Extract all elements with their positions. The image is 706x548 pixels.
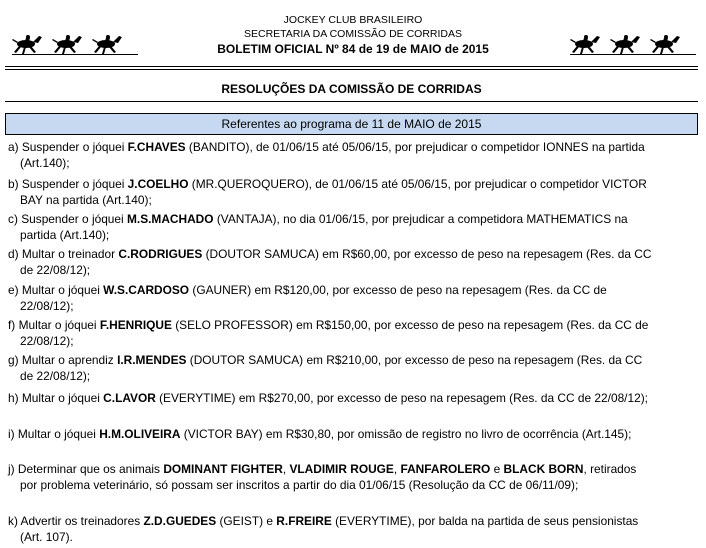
club-name: JOCKEY CLUB BRASILEIRO xyxy=(283,14,423,26)
resolution-item-j xyxy=(8,461,697,493)
secretariat-name: SECRETARIA DA COMISSÃO DE CORRIDAS xyxy=(243,28,462,40)
header-divider-top xyxy=(5,66,698,67)
person-name: F.HENRIQUE xyxy=(99,318,172,332)
item-text: , xyxy=(282,462,290,476)
item-text: c) Suspender o jóquei xyxy=(8,212,127,226)
item-continuation: por problema veterinário, só possam ser inscritos a partir do dia 01/06/15 (Resolução da CC de 06/11/09); xyxy=(20,478,579,492)
person-name: W.S.CARDOSO xyxy=(103,283,190,297)
item-text: (GEIST) e xyxy=(216,514,277,528)
item-continuation: (Art. 107). xyxy=(20,530,73,544)
horse-name: VLADIMIR ROUGE xyxy=(289,462,394,476)
item-text: (VANTAJA), no dia 01/06/15, por prejudicar a competidora MATHEMATICS na xyxy=(213,212,628,226)
person-name: J.COELHO xyxy=(127,177,189,191)
racing-horses-icon xyxy=(570,28,696,56)
person-name: C.LAVOR xyxy=(103,391,156,405)
item-text: d) Multar o treinador xyxy=(8,247,119,261)
bulletin-title: BOLETIM OFICIAL Nº 84 de 19 de MAIO de 2015 xyxy=(217,42,489,56)
item-text: b) Suspender o jóquei xyxy=(8,177,128,191)
item-continuation: partida (Art.140); xyxy=(20,228,110,242)
resolution-item-e xyxy=(8,282,697,314)
horse-name: FANFAROLERO xyxy=(400,462,491,476)
resolution-item-a xyxy=(8,139,697,171)
item-text: (GAUNER) em R$120,00, por excesso de peso na repesagem (Res. da CC de xyxy=(189,283,607,297)
section-title: RESOLUÇÕES DA COMISSÃO DE CORRIDAS xyxy=(221,82,482,96)
item-text: (EVERYTIME) em R$270,00, por excesso de peso na repesagem (Res. da CC de 22/08/12); xyxy=(155,391,648,405)
item-text: (VICTOR BAY) em R$30,80, por omissão de registro no livro de ocorrência (Art.145); xyxy=(180,427,632,441)
person-name: C.RODRIGUES xyxy=(118,247,203,261)
item-text: (BANDITO), de 01/06/15 até 05/06/15, por prejudicar o competidor IONNES na partida xyxy=(185,140,645,154)
person-name: H.M.OLIVEIRA xyxy=(99,427,181,441)
item-text: (DOUTOR SAMUCA) em R$210,00, por excesso de peso na repesagem (Res. da CC xyxy=(186,353,643,367)
item-text: , retirados xyxy=(583,462,637,476)
item-text: e xyxy=(490,462,504,476)
item-text: j) Determinar que os animais xyxy=(8,462,164,476)
item-text: e) Multar o jóquei xyxy=(8,283,104,297)
person-name: R.FREIRE xyxy=(276,514,332,528)
item-text: f) Multar o jóquei xyxy=(8,318,100,332)
item-text: i) Multar o jóquei xyxy=(8,427,100,441)
item-continuation: BAY na partida (Art.140); xyxy=(20,193,152,207)
item-continuation: de 22/08/12); xyxy=(20,263,91,277)
item-text: (DOUTOR SAMUCA) em R$60,00, por excesso de peso na repesagem (Res. da CC xyxy=(202,247,652,261)
item-text: (EVERYTIME), por balda na partida de seus pensionistas xyxy=(331,514,639,528)
resolution-item-f xyxy=(8,317,697,349)
resolution-item-d xyxy=(8,246,697,278)
resolution-item-h xyxy=(8,390,697,406)
item-text: , xyxy=(393,462,401,476)
person-name: Z.D.GUEDES xyxy=(143,514,217,528)
resolution-item-k xyxy=(8,513,697,545)
item-text: a) Suspender o jóquei xyxy=(8,140,128,154)
person-name: I.R.MENDES xyxy=(117,353,187,367)
person-name: F.CHAVES xyxy=(127,140,186,154)
item-text: h) Multar o jóquei xyxy=(8,391,104,405)
item-continuation: 22/08/12); xyxy=(20,334,74,348)
item-continuation: 22/08/12); xyxy=(20,299,74,313)
bulletin-header xyxy=(0,0,706,66)
resolution-item-c xyxy=(8,211,697,243)
item-continuation: (Art.140); xyxy=(20,156,70,170)
header-divider-bottom xyxy=(5,69,698,70)
horse-name: DOMINANT FIGHTER xyxy=(163,462,283,476)
section-title-divider xyxy=(5,101,698,102)
item-text: (MR.QUEROQUERO), de 01/06/15 até 05/06/15, por prejudicar o competidor VICTOR xyxy=(188,177,647,191)
item-text: k) Advertir os treinadores xyxy=(8,514,144,528)
resolution-item-g xyxy=(8,352,697,384)
item-continuation: de 22/08/12); xyxy=(20,369,91,383)
resolution-item-b xyxy=(8,176,697,208)
item-text: g) Multar o aprendiz xyxy=(8,353,118,367)
horse-name: BLACK BORN xyxy=(503,462,584,476)
resolution-item-i xyxy=(8,426,697,442)
person-name: M.S.MACHADO xyxy=(126,212,214,226)
item-text: (SELO PROFESSOR) em R$150,00, por excesso de peso na repesagem (Res. da CC de xyxy=(171,318,649,332)
program-reference-bar: Referentes ao programa de 11 de MAIO de 2015 xyxy=(5,113,698,135)
